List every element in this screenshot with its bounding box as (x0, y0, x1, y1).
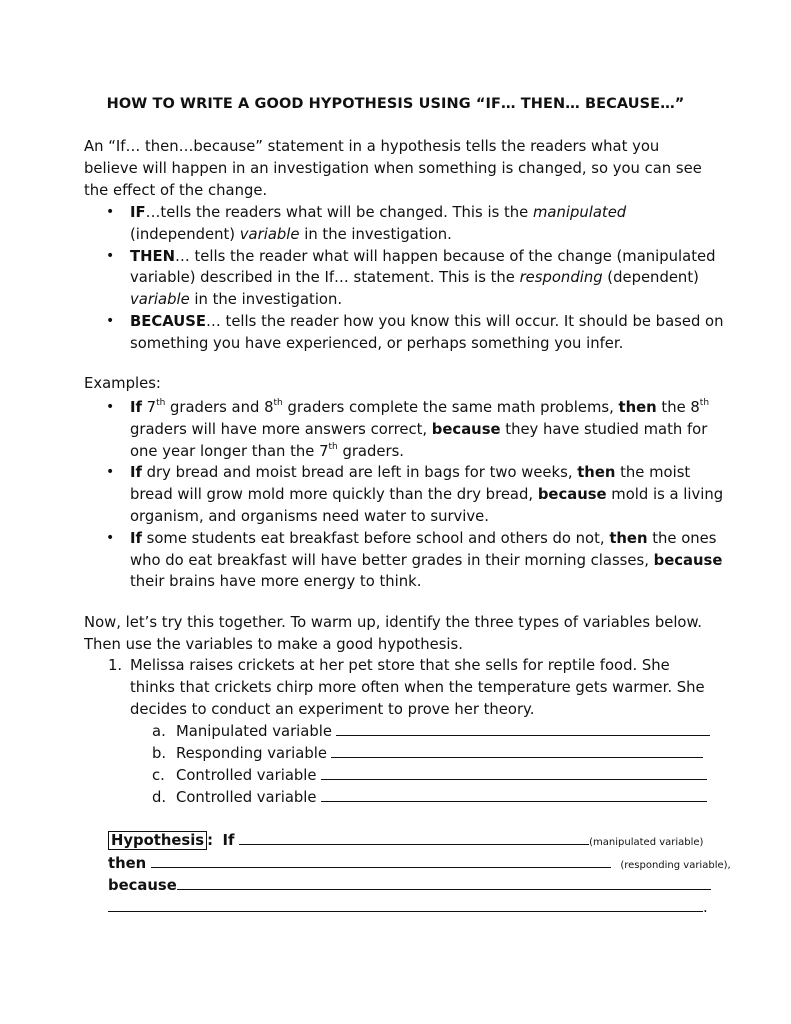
responding-variable-blank[interactable] (331, 744, 703, 758)
term-then: THEN (130, 247, 175, 265)
example-2: • If dry bread and moist bread are left in bags for two weeks, then the moist bread will grow mold more quickly than the dry bread, because mold is a living organism, and organisms need water to survive. (84, 462, 724, 527)
question-text: Melissa raises crickets at her pet store that she sells for reptile food. She thinks that crickets chirp more often when the temperature gets warmer. She decides to conduct an experiment to prove her theory. (130, 657, 705, 718)
examples-heading: Examples: (84, 375, 161, 392)
hypothesis-then-blank[interactable] (151, 854, 611, 868)
definitions-list (84, 202, 724, 355)
definition-if: • IF…tells the readers what will be changed. This is the manipulated (independent) variable in the investigation. (84, 202, 724, 246)
example-1: • If 7th graders and 8th graders complete the same math problems, then the 8th graders will have more answers correct, because they have studied math for one year longer than the 7th graders. (84, 397, 724, 462)
hypothesis-final-row: . (108, 898, 708, 916)
term-if: IF (130, 204, 146, 221)
hypothesis-final-blank[interactable] (108, 898, 703, 912)
manipulated-note: (manipulated variable) (589, 837, 704, 848)
hypothesis-because-row (108, 876, 711, 894)
responding-note: (responding variable), (620, 860, 731, 871)
example-3: • If some students eat breakfast before school and others do not, then the ones who do eat breakfast will have better grades in their morning classes, because their brains have more energy to think. (84, 528, 724, 593)
controlled-variable-blank-2[interactable] (321, 788, 707, 802)
definition-then: • THEN… tells the reader what will happen because of the change (manipulated variable) described in the If… statement. This is the responding (dependent) variable in the investigation. (84, 246, 724, 311)
variable-row-manipulated: a. Manipulated variable (152, 721, 710, 743)
definition-because: • BECAUSE… tells the reader how you know this will occur. It should be based on something you have experienced, or perhaps something you infer. (84, 311, 724, 355)
practice-intro: Now, let’s try this together. To warm up, identify the three types of variables below. Then use the variables to make a good hypothesis. (84, 614, 702, 653)
hypothesis-if-row: Hypothesis : If (manipulated variable) (108, 831, 703, 849)
term-because: BECAUSE (130, 312, 207, 330)
variable-row-controlled-1: c. Controlled variable (152, 765, 707, 787)
hypothesis-if: If (222, 832, 235, 849)
intro-paragraph: An “If… then…because” statement in a hypothesis tells the readers what you believe will happen in an investigation when something is changed, so you can see the effect of the change. (84, 138, 702, 199)
hypothesis-because: because (108, 877, 177, 894)
hypothesis-if-blank[interactable] (239, 831, 589, 845)
hypothesis-label: Hypothesis (108, 831, 207, 850)
examples-list (84, 397, 724, 593)
hypothesis-then: then (108, 855, 147, 872)
page-title: HOW TO WRITE A GOOD HYPOTHESIS USING “IF… THEN… BECAUSE…” (106, 96, 685, 112)
question-number: 1. (108, 657, 123, 674)
hypothesis-then-row (108, 854, 731, 872)
variable-row-responding: b. Responding variable (152, 743, 703, 765)
hypothesis-because-blank[interactable] (177, 876, 711, 890)
variable-row-controlled-2: d. Controlled variable (152, 787, 707, 809)
manipulated-variable-blank[interactable] (336, 722, 710, 736)
controlled-variable-blank-1[interactable] (321, 766, 707, 780)
